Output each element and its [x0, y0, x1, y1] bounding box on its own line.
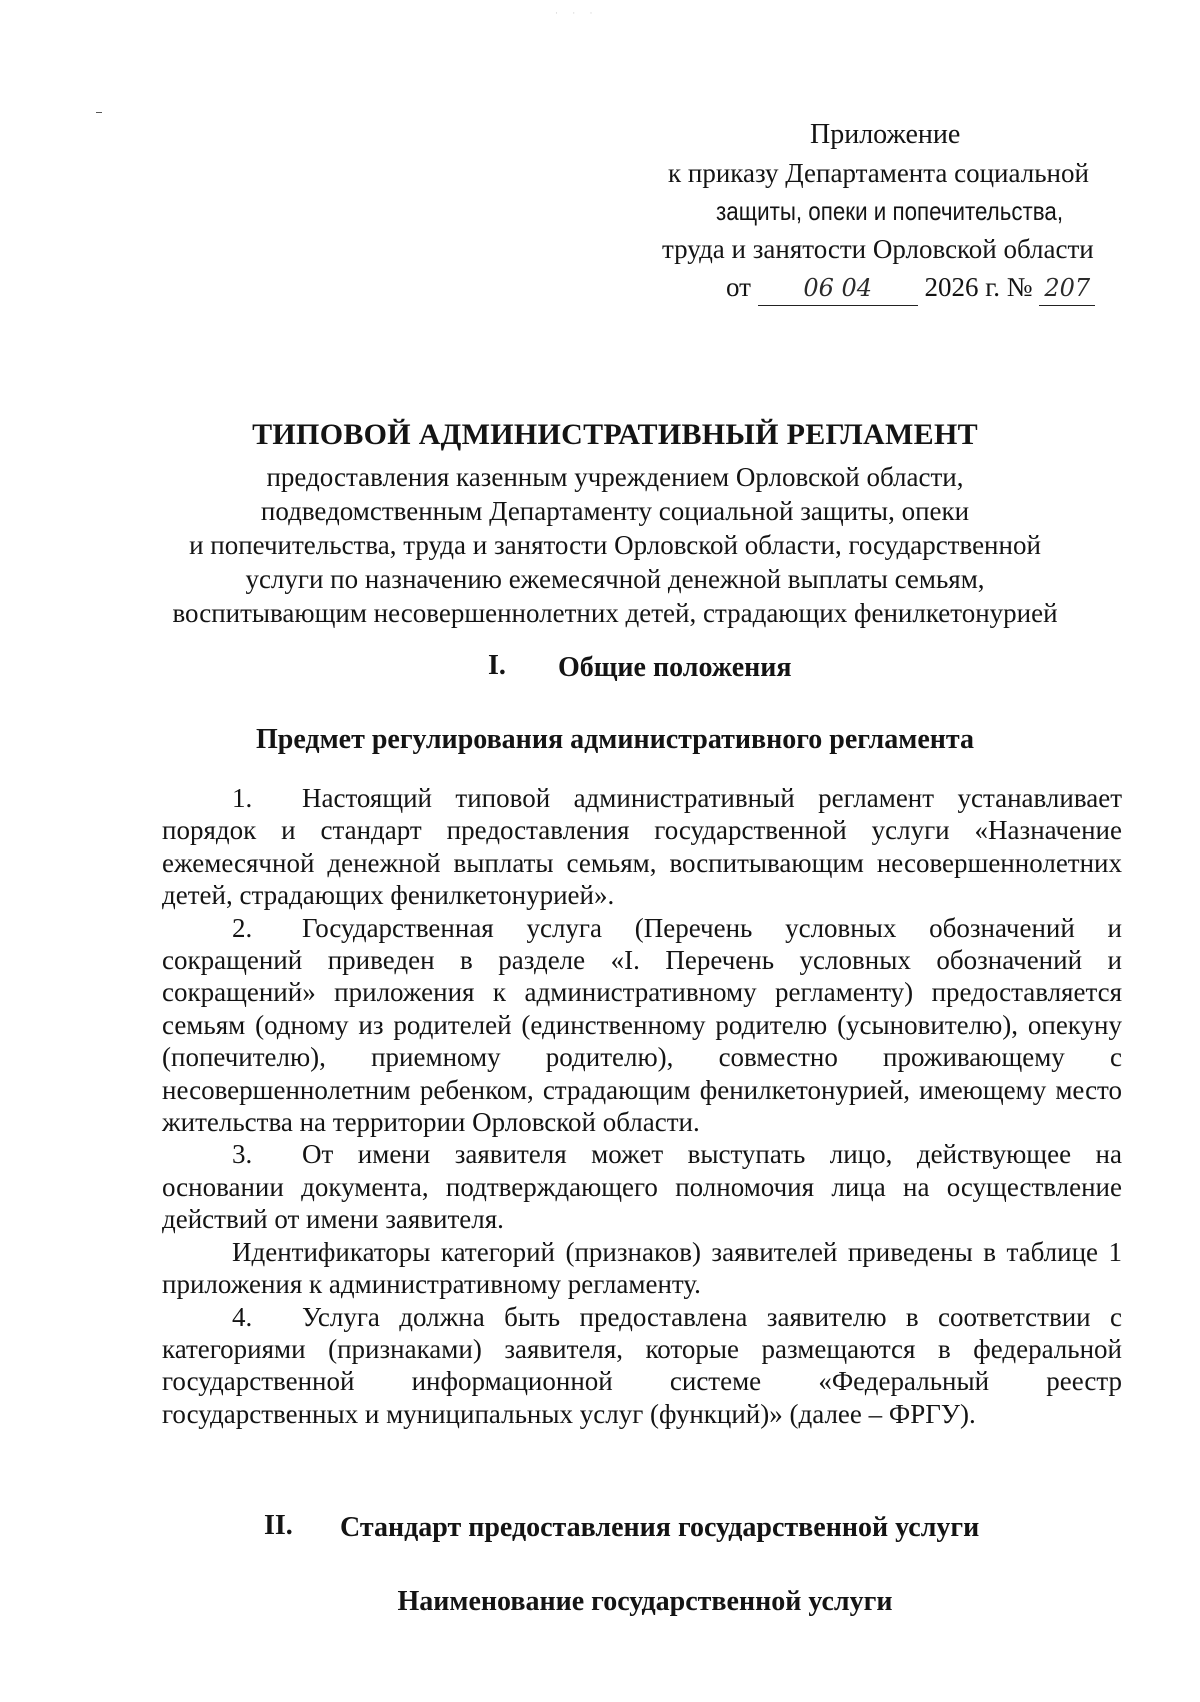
paragraph-1: [162, 782, 1122, 912]
paragraph-text: Услуга должна быть предоставлена заявителю в соответствии с категориями (признаками) заявителя, которые размещаются в федеральной государственной информационной системе «Федеральный реестр государственных и муниципальных услуг (функций)» (далее – ФРГУ).: [162, 1301, 1122, 1429]
paragraph-3-continuation: Идентификаторы категорий (признаков) заявителей приведены в таблице 1 приложения к административному регламенту.: [162, 1236, 1122, 1300]
paragraph-3: [162, 1138, 1122, 1235]
document-title: ТИПОВОЙ АДМИНИСТРАТИВНЫЙ РЕГЛАМЕНТ: [252, 418, 978, 451]
appendix-order-line: к приказу Департамента социальной: [668, 158, 1089, 188]
number-handwritten: 207: [1039, 271, 1095, 306]
section-2-title: Стандарт предоставления государственной услуги: [340, 1512, 980, 1543]
scan-artifact: · · ·: [555, 8, 599, 18]
document-subtitle: [120, 460, 1110, 630]
subtitle-line: предоставления казенным учреждением Орловской области,: [266, 462, 964, 492]
paragraph-number: 1.: [232, 783, 253, 813]
paragraph-text: От имени заявителя может выступать лицо, действующее на основании документа, подтверждающего полномочия лица на осуществление действий от имени заявителя.: [162, 1139, 1122, 1235]
appendix-label: Приложение: [810, 119, 961, 150]
appendix-dept-line: защиты, опеки и попечительства,: [716, 196, 1064, 226]
paragraph-number: 3.: [232, 1139, 253, 1170]
paragraph-text: Государственная услуга (Перечень условных обозначений и сокращений приведен в разделе «I. Перечень условных обозначений и сокращений» приложения к административному регламенту) предоставляется семьям (одному из родителей (единственному родителю (усыновителю), опекуну (попечителю), приемному родителю), совместно проживающему с несовершеннолетним ребенком, страдающим фенилкетонурией, имеющему место жительства на территории Орловской области.: [162, 912, 1122, 1138]
subtitle-line: и попечительства, труда и занятости Орловской области, государственной: [189, 530, 1041, 560]
section-1-title: Общие положения: [558, 652, 792, 683]
section-1-subheading: Предмет регулирования административного регламента: [256, 724, 974, 755]
date-handwritten: 06 04: [758, 271, 918, 306]
paragraph-2: [162, 912, 1122, 1139]
year-text: 2026 г. №: [924, 272, 1033, 302]
paragraph-4: [162, 1301, 1122, 1431]
appendix-date-line: [726, 270, 1095, 306]
subtitle-line: подведомственным Департаменту социальной защиты, опеки: [260, 496, 970, 526]
document-body: [162, 782, 1122, 1430]
section-2-subheading: Наименование государственной услуги: [397, 1586, 893, 1617]
subtitle-line: услуги по назначению ежемесячной денежной выплаты семьям,: [245, 564, 985, 594]
scan-artifact-dash: [96, 112, 102, 113]
appendix-region-line: труда и занятости Орловской области: [662, 234, 1094, 264]
date-prefix: от: [726, 272, 751, 302]
paragraph-text: Настоящий типовой административный регламент устанавливает порядок и стандарт предоставления государственной услуги «Назначение ежемесячной денежной выплаты семьям, воспитывающим несовершеннолетних детей, страдающих фенилкетонурией».: [162, 783, 1122, 911]
paragraph-number: 4.: [232, 1301, 253, 1332]
section-2-numeral: II.: [264, 1510, 293, 1541]
subtitle-line: воспитывающим несовершеннолетних детей, страдающих фенилкетонурией: [172, 598, 1058, 628]
section-1-numeral: I.: [488, 650, 506, 681]
paragraph-number: 2.: [232, 912, 253, 943]
